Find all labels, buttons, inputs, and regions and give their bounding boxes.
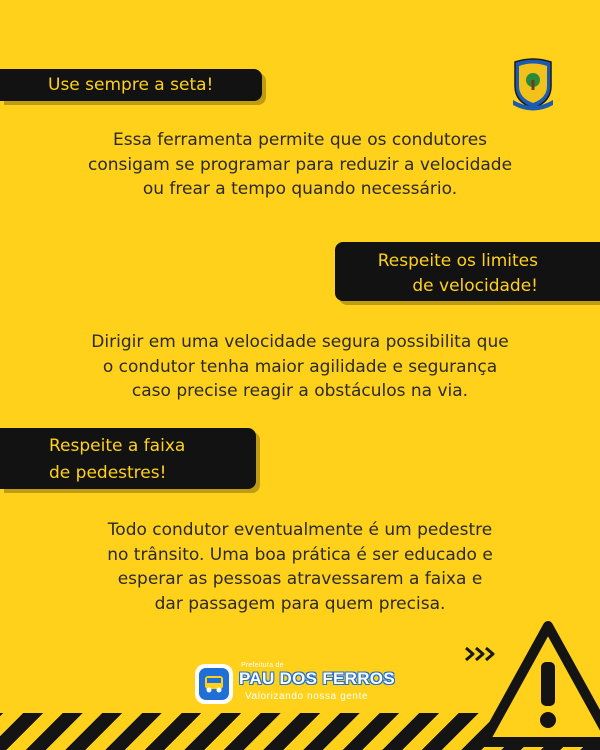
tip-heading-line: Respeite a faixa — [49, 436, 186, 456]
city-name: PAU DOS FERROS — [239, 669, 395, 688]
city-logo — [195, 660, 395, 710]
tip-body-line: Todo condutor eventualmente é um pedestre — [107, 520, 493, 540]
tip-body-line: esperar as pessoas atravessarem a faixa e — [117, 569, 483, 589]
tip-heading-crosswalk — [0, 428, 256, 489]
tip-heading-line: de pedestres! — [49, 463, 167, 483]
tip-body-line: no trânsito. Uma boa prática é ser educado e — [107, 544, 493, 565]
tip-heading-line: de velocidade! — [412, 276, 538, 296]
tip-body-line: consigam se programar para reduzir a velocidade — [87, 154, 513, 175]
tip-body-line: o condutor tenha maior agilidade e segurança — [102, 356, 498, 377]
tip-body-line: caso precise reagir a obstáculos na via. — [131, 381, 469, 401]
tip-body-speed-limits — [0, 330, 600, 404]
tip-body-line: Essa ferramenta permite que os condutores — [112, 130, 488, 150]
tip-heading-turn-signal — [0, 69, 262, 101]
bus-logo-icon — [195, 664, 233, 704]
tip-body-crosswalk — [0, 518, 600, 616]
prefeitura-label: Prefeitura de — [241, 662, 284, 669]
tip-heading-speed-limits — [335, 242, 600, 301]
tip-body-line: ou frear a tempo quando necessário. — [142, 179, 458, 199]
tip-heading-line: Use sempre a seta! — [48, 75, 214, 95]
tip-body-line: dar passagem para quem precisa. — [154, 593, 446, 614]
city-crest-icon — [511, 56, 555, 112]
tip-body-turn-signal — [0, 128, 600, 202]
tip-body-line: Dirigir em uma velocidade segura possibilita que — [91, 332, 509, 352]
tip-heading-line: Respeite os limites — [377, 251, 538, 271]
warning-triangle-icon — [478, 618, 600, 750]
city-slogan: Valorizando nossa gente — [245, 691, 369, 702]
